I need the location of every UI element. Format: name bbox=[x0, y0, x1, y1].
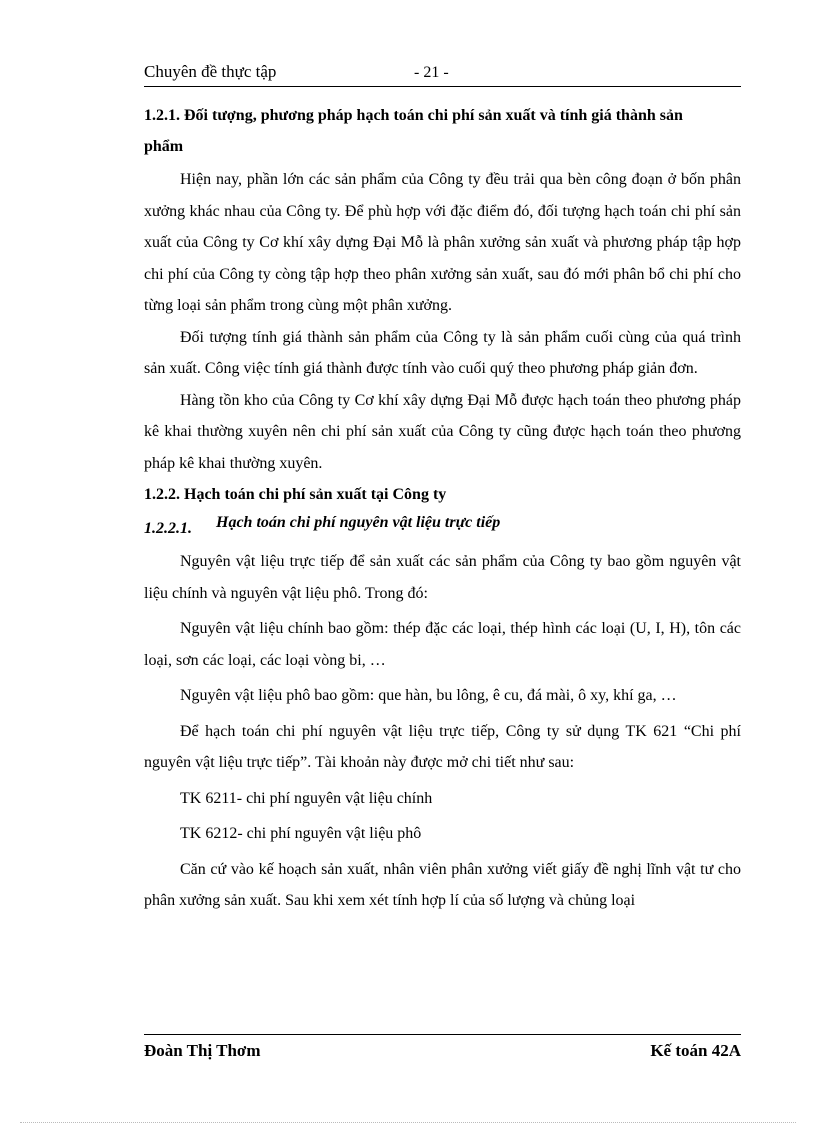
page-header bbox=[144, 60, 741, 87]
page-footer bbox=[144, 1041, 741, 1061]
paragraph: TK 6212- chi phí nguyên vật liệu phô bbox=[180, 825, 422, 842]
paragraph: Căn cứ vào kế hoạch sản xuất, nhân viên phân xưởng viết giấy đề nghị lĩnh vật tư cho phân xưởng sản xuất. Sau khi xem xét tính hợp lí của số lượng và chủng loại bbox=[144, 860, 741, 909]
section-1-2-2-1-heading bbox=[144, 514, 741, 544]
section-number: 1.2.2.1. bbox=[144, 520, 192, 537]
paragraph: Hàng tồn kho của Công ty Cơ khí xây dựng Đại Mỗ được hạch toán theo phương pháp kê khai thường xuyên nên chi phí sản xuất của Công ty cũng được hạch toán theo phương pháp kê khai thường xuyên. bbox=[144, 391, 741, 472]
footer-divider bbox=[144, 1034, 741, 1035]
page-number: - 21 - bbox=[414, 64, 449, 81]
paragraph: Đối tượng tính giá thành sản phẩm của Công ty là sản phẩm cuối cùng của quá trình sản xuất. Công việc tính giá thành được tính vào cuối quý theo phương pháp giản đơn. bbox=[144, 328, 741, 377]
section-1-2-2-heading: 1.2.2. Hạch toán chi phí sản xuất tại Công ty bbox=[144, 486, 447, 503]
paragraph: Nguyên vật liệu trực tiếp để sản xuất các sản phẩm của Công ty bao gồm nguyên vật liệu chính và nguyên vật liệu phô. Trong đó: bbox=[144, 553, 741, 602]
paragraph: Để hạch toán chi phí nguyên vật liệu trực tiếp, Công ty sử dụng TK 621 “Chi phí nguyên vật liệu trực tiếp”. Tài khoản này được mở chi tiết như sau: bbox=[144, 722, 741, 771]
paragraph: Nguyên vật liệu chính bao gồm: thép đặc các loại, thép hình các loại (U, I, H), tôn các loại, sơn các loại, các loại vòng bi, … bbox=[144, 620, 741, 669]
paragraph: TK 6211- chi phí nguyên vật liệu chính bbox=[180, 789, 433, 807]
paragraph: Nguyên vật liệu phô bao gồm: que hàn, bu lông, ê cu, đá mài, ô xy, khí ga, … bbox=[180, 687, 677, 704]
section-title: Hạch toán chi phí nguyên vật liệu trực tiếp bbox=[216, 514, 501, 531]
footer-author: Đoàn Thị Thơm bbox=[144, 1041, 261, 1060]
header-title: Chuyên đề thực tập bbox=[144, 62, 277, 81]
document-body bbox=[144, 100, 741, 917]
paragraph: Hiện nay, phần lớn các sản phẩm của Công ty đều trải qua bèn công đoạn ở bốn phân xưởng khác nhau của Công ty. Để phù hợp với đặc điểm đó, đối tượng hạch toán chi phí sản xuất của Công ty Cơ khí xây dựng Đại Mỗ là phân xưởng sản xuất và phương pháp tập hợp chi phí của Công ty còng tập hợp theo phân xưởng sản xuất, sau đó mới phân bổ chi phí cho từng loại sản phẩm trong cùng một phân xưởng. bbox=[144, 171, 741, 314]
section-1-2-1-heading: 1.2.1. Đối tượng, phương pháp hạch toán chi phí sản xuất và tính giá thành sản phẩm bbox=[144, 107, 683, 155]
footer-class: Kế toán 42A bbox=[650, 1041, 741, 1060]
